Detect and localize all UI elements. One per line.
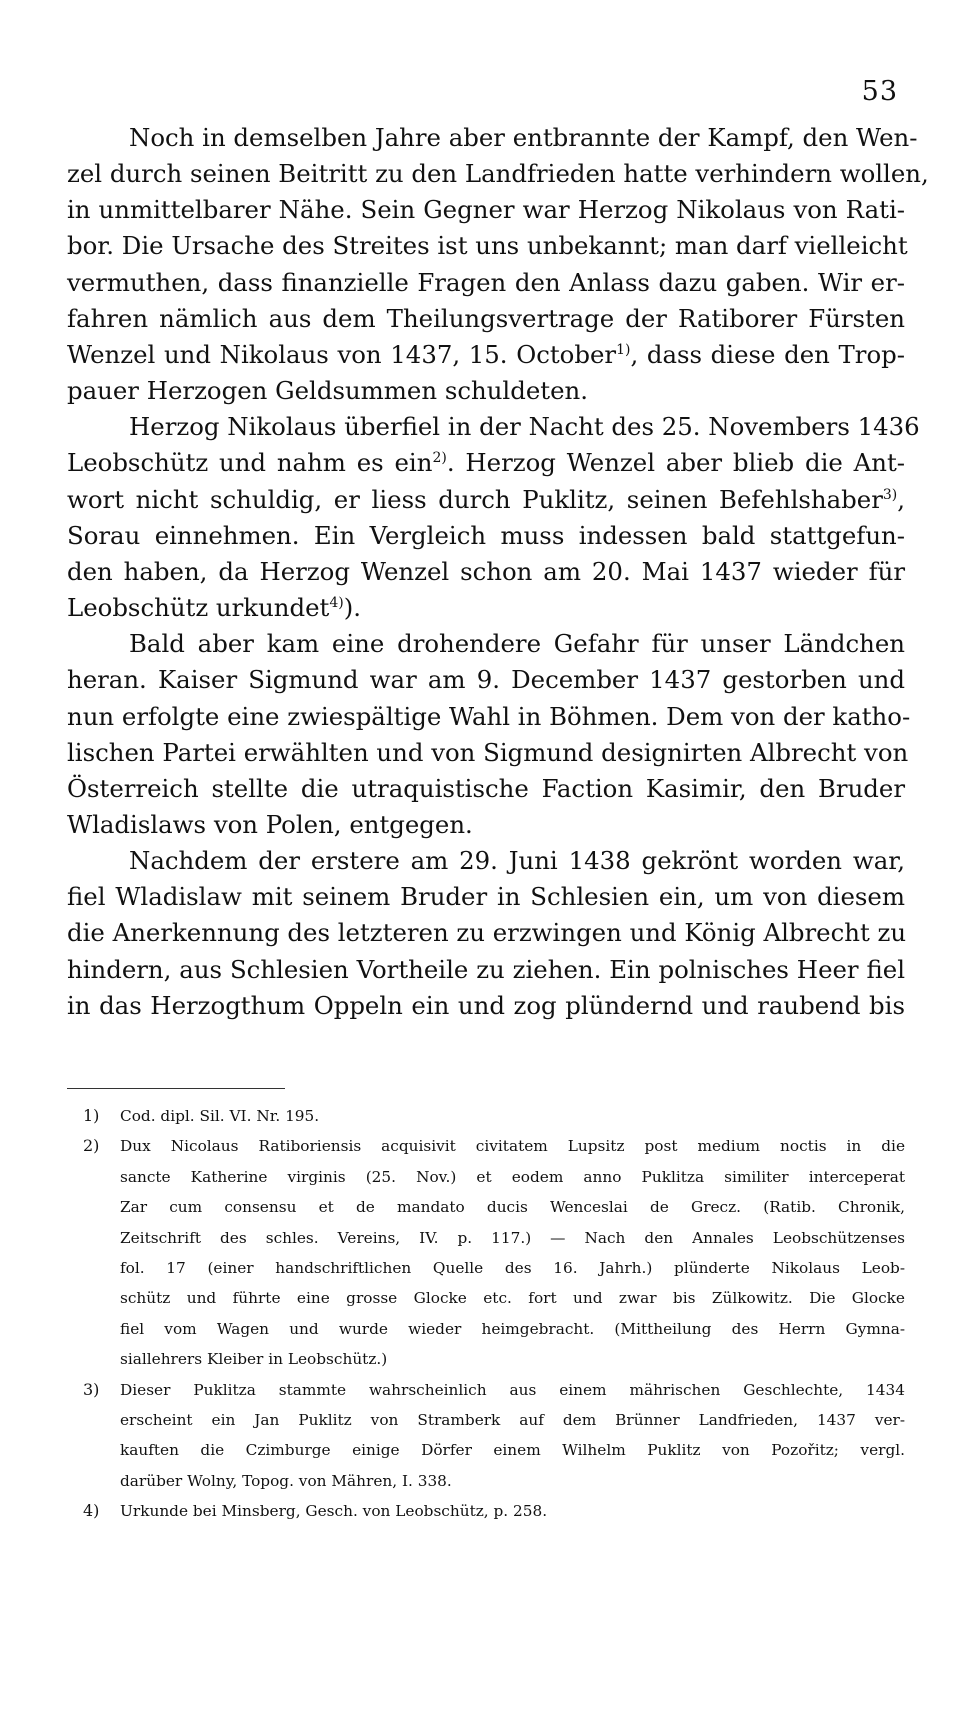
footnote-mark: 3) xyxy=(83,1379,100,1399)
text-line xyxy=(67,482,905,518)
text-line: in unmittelbarer Nähe. Sein Gegner war Herzog Nikolaus von Rati- xyxy=(67,195,905,225)
footnote-line: fol. 17 (einer handschriftlichen Quelle des 16. Jahrh.) plünderte Nikolaus Leob- xyxy=(120,1259,905,1278)
text-line: vermuthen, dass finanzielle Fragen den Anlass dazu gaben. Wir er- xyxy=(67,267,905,297)
text-line: bor. Die Ursache des Streites ist uns unbekannt; man darf vielleicht xyxy=(67,231,908,261)
footnote-ref-3: 3) xyxy=(882,486,898,503)
text-line: Wladislaws von Polen, entgegen. xyxy=(67,809,473,839)
text-line: nun erfolgte eine zwiespältige Wahl in Böhmen. Dem von der katho- xyxy=(67,701,911,731)
footnote-mark: 1) xyxy=(83,1106,100,1125)
text-line: Bald aber kam eine drohendere Gefahr für unser Ländchen xyxy=(129,629,905,659)
text-segment: Wenzel und Nikolaus von 1437, 15. October xyxy=(67,339,617,369)
text-line: Herzog Nikolaus überfiel in der Nacht des 25. Novembers 1436 xyxy=(129,412,920,442)
text-segment: Leobschütz und nahm es ein xyxy=(67,448,433,478)
footnote-line: Cod. dipl. Sil. VI. Nr. 195. xyxy=(120,1107,320,1125)
footnote-mark: 4) xyxy=(83,1501,100,1521)
text-segment: wort nicht schuldig, er liess durch Puklitz, seinen Befehlshaber xyxy=(67,484,883,514)
text-line: pauer Herzogen Geldsummen schuldeten. xyxy=(67,376,588,406)
footnote-ref-1: 1) xyxy=(616,341,631,358)
text-line: die Anerkennung des letzteren zu erzwingen und König Albrecht zu xyxy=(67,918,907,948)
footnote-line: Zeitschrift des schles. Vereins, IV. p. 117.) — Nach den Annales Leobschützenses xyxy=(120,1228,905,1247)
text-segment: Leobschütz urkundet xyxy=(67,593,330,623)
text-segment: , dass diese den Trop- xyxy=(630,339,906,369)
text-line: Sorau einnehmen. Ein Vergleich muss indessen bald stattgefun- xyxy=(67,520,905,550)
text-line: Österreich stellte die utraquistische Faction Kasimir, den Bruder xyxy=(67,773,905,803)
footnote-ref-4: 4) xyxy=(329,595,344,612)
text-line: hindern, aus Schlesien Vortheile zu ziehen. Ein polnisches Heer fiel xyxy=(67,954,905,984)
text-line: Noch in demselben Jahre aber entbrannte der Kampf, den Wen- xyxy=(129,123,918,152)
footnote-line: Dux Nicolaus Ratiboriensis acquisivit civitatem Lupsitz post medium noctis in die xyxy=(120,1137,905,1156)
footnote-1 xyxy=(83,1101,905,1131)
footnote-line: Zar cum consensu et de mandato ducis Wenceslai de Grecz. (Ratib. Chronik, xyxy=(120,1198,905,1217)
footnote-divider xyxy=(67,1088,285,1089)
footnote-4 xyxy=(83,1496,905,1526)
text-line: Nachdem der erstere am 29. Juni 1438 gekrönt worden war, xyxy=(129,846,905,876)
text-line xyxy=(67,445,905,481)
text-line: in das Herzogthum Oppeln ein und zog plündernd und raubend bis xyxy=(67,990,905,1020)
footnote-line: kauften die Czimburge einige Dörfer einem Wilhelm Puklitz von Pozořitz; vergl. xyxy=(120,1441,905,1460)
text-line xyxy=(67,337,905,373)
footnotes xyxy=(83,1101,905,1527)
footnote-line: erscheint ein Jan Puklitz von Stramberk auf dem Brünner Landfrieden, 1437 ver- xyxy=(120,1411,905,1430)
text-segment: . Herzog Wenzel aber blieb die Ant- xyxy=(446,448,905,478)
text-segment: ). xyxy=(343,593,361,623)
footnote-line: sancte Katherine virginis (25. Nov.) et eodem anno Puklitza similiter interceperat xyxy=(120,1167,905,1186)
footnote-line: fiel vom Wagen und wurde wieder heimgebracht. (Mittheilung des Herrn Gymna- xyxy=(120,1319,905,1338)
footnote-line: darüber Wolny, Topog. von Mähren, I. 338. xyxy=(120,1471,452,1490)
footnote-2 xyxy=(83,1131,905,1374)
footnote-line: Dieser Puklitza stammte wahrscheinlich aus einem mährischen Geschlechte, 1434 xyxy=(120,1380,905,1399)
text-line: fiel Wladislaw mit seinem Bruder in Schlesien ein, um von diesem xyxy=(67,882,905,912)
text-line: fahren nämlich aus dem Theilungsvertrage der Ratiborer Fürsten xyxy=(67,303,905,333)
footnote-line: Urkunde bei Minsberg, Gesch. von Leobschütz, p. 258. xyxy=(120,1502,548,1521)
main-text xyxy=(67,120,929,1024)
text-line: den haben, da Herzog Wenzel schon am 20. Mai 1437 wieder für xyxy=(67,556,905,586)
footnote-mark: 2) xyxy=(83,1136,100,1156)
page-number: 53 xyxy=(861,76,898,107)
text-line: zel durch seinen Beitritt zu den Landfrieden hatte verhindern wollen, xyxy=(67,159,929,189)
footnote-line: siallehrers Kleiber in Leobschütz.) xyxy=(120,1350,388,1369)
footnote-line: schütz und führte eine grosse Glocke etc. fort und zwar bis Zülkowitz. Die Glocke xyxy=(120,1289,905,1308)
text-line: heran. Kaiser Sigmund war am 9. December 1437 gestorben und xyxy=(67,665,905,695)
footnote-3 xyxy=(83,1375,905,1497)
text-segment: , xyxy=(897,484,905,514)
text-line xyxy=(67,590,905,626)
text-line: lischen Partei erwählten und von Sigmund designirten Albrecht von xyxy=(67,737,909,767)
footnote-ref-2: 2) xyxy=(432,450,447,467)
